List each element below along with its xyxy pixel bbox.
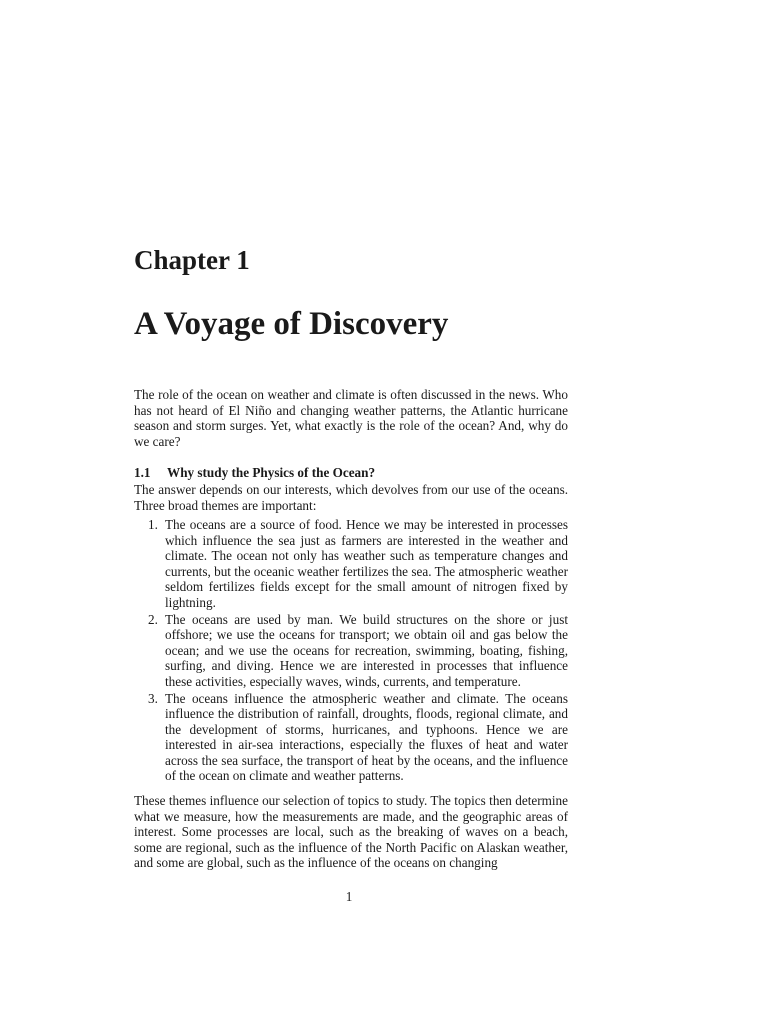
list-item [134, 612, 568, 690]
list-item-text: The oceans are used by man. We build structures on the shore or just offshore; we use the oceans for transport; we obtain oil and gas below the ocean; and we use the oceans for recreation, swimming, boating, fishing, surfing, and diving. Hence we are interested in processes that influence these activities, especially waves, winds, currents, and temperature. [165, 611, 568, 689]
list-item-number: 2. [148, 611, 158, 627]
themes-list [134, 517, 568, 785]
page-number: 1 [345, 889, 353, 904]
intro-paragraph: The role of the ocean on weather and climate is often discussed in the news. Who has not heard of El Niño and changing weather patterns, the Atlantic hurricane season and storm surges. Yet, what exactly is the role of the ocean? And, why do we care? [134, 387, 568, 449]
list-item-text: The oceans influence the atmospheric weather and climate. The oceans influence the distribution of rainfall, droughts, floods, regional climate, and the development of storms, hurricanes, and typhoons. Hence we are interested in air-sea interactions, especially the fluxes of heat and water across the sea surface, the transport of heat by the oceans, and the influence of the ocean on climate and weather patterns. [165, 690, 568, 783]
list-item-text: The oceans are a source of food. Hence we may be interested in processes which influence the sea just as farmers are interested in the weather and climate. The ocean not only has weather such as temperature changes and currents, but the oceanic weather fertilizes the sea. The atmospheric weather seldom fertilizes fields except for the small amount of nitrogen fixed by lightning. [165, 517, 568, 610]
list-item-number: 1. [148, 517, 158, 532]
section-heading [134, 465, 375, 481]
list-item-number: 3. [148, 690, 158, 706]
section-title: Why study the Physics of the Ocean? [167, 465, 376, 480]
list-item [134, 517, 568, 610]
chapter-title: A Voyage of Discovery [134, 306, 449, 342]
chapter-label: Chapter 1 [134, 245, 250, 275]
answer-paragraph: The answer depends on our interests, which devolves from our use of the oceans. Three broad themes are important: [134, 482, 568, 513]
list-item [134, 691, 568, 784]
section-number: 1.1 [134, 465, 151, 480]
closing-paragraph: These themes influence our selection of topics to study. The topics then determine what we measure, how the measurements are made, and the geographic areas of interest. Some processes are local, such as the breaking of waves on a beach, some are regional, such as the influence of the North Pacific on Alaskan weather, and some are global, such as the influence of the oceans on changing [134, 793, 568, 870]
